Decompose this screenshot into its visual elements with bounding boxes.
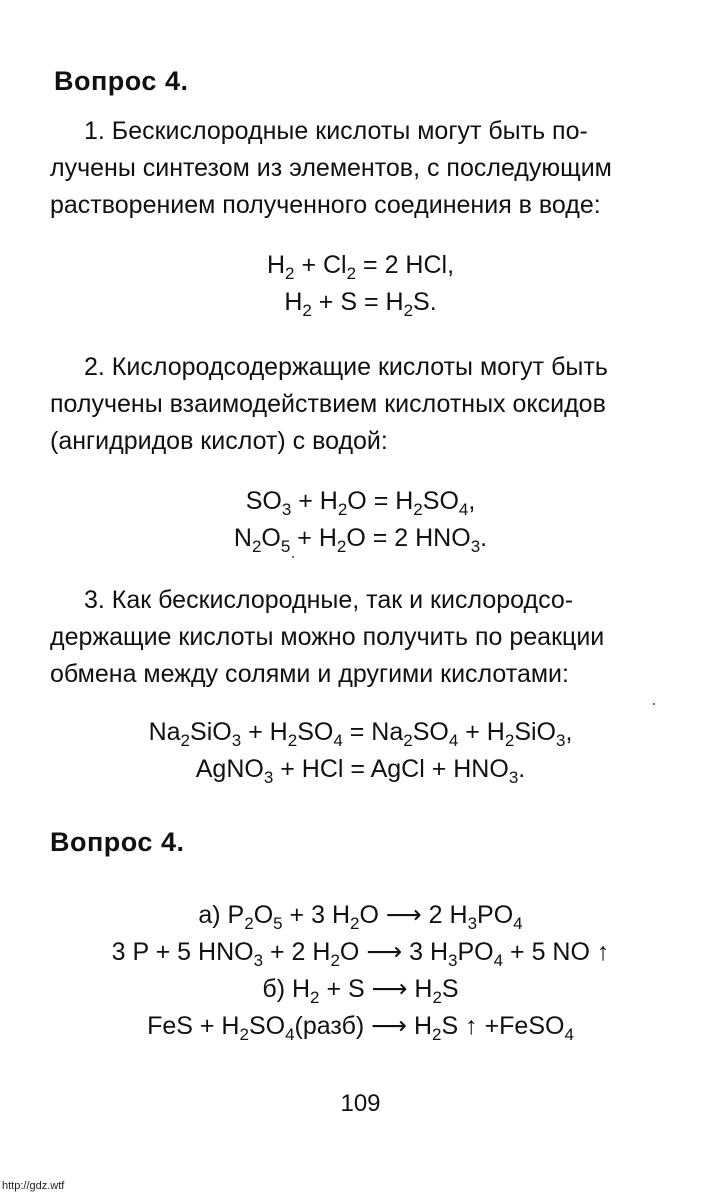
equation-text: + 5 NO ↑ <box>503 938 610 966</box>
equation-text: + S ⟶ H <box>319 975 433 1003</box>
equations-block-1 <box>0 247 721 321</box>
equation <box>0 284 721 321</box>
paragraph-line: 1. Бескислородные кислоты могут быть по- <box>84 117 588 145</box>
paragraph-line: растворением полученного соединения в воде: <box>50 191 601 219</box>
equation-text: 3 P + 5 HNO <box>111 938 254 966</box>
paragraph-line: получены взаимодействием кислотных оксидов <box>50 390 606 418</box>
equation-text: + S = H <box>311 288 404 316</box>
subscript: 3 <box>263 768 274 787</box>
equations-block-3 <box>0 714 721 788</box>
equation-text: SO <box>248 1012 286 1040</box>
equation <box>0 1008 721 1045</box>
subscript: 4 <box>285 1025 295 1044</box>
equation-text: O <box>253 901 274 929</box>
equation-text: H <box>266 251 286 279</box>
equation-text: + H <box>290 524 337 552</box>
page-number: 109 <box>340 1090 381 1117</box>
paragraph-line: держащие кислоты можно получить по реакции <box>50 623 605 651</box>
paragraph-2 <box>50 349 668 460</box>
subscript: 3 <box>281 500 292 519</box>
paragraph-3 <box>50 582 668 693</box>
paragraph-line: (ангидридов кислот) с водой: <box>50 427 388 455</box>
heading-question-4-second: Вопрос 4. <box>50 827 185 857</box>
equation-text: SiO <box>514 718 556 746</box>
equation <box>0 971 721 1008</box>
subscript: 4 <box>458 500 469 519</box>
equation <box>0 483 721 520</box>
equation-text: O ⟶ 3 H <box>339 938 449 966</box>
subscript: 3 <box>556 731 566 750</box>
equation-text: PO <box>457 938 494 966</box>
equation-text: FeS + H <box>147 1012 240 1040</box>
subscript: 2 <box>285 264 295 283</box>
subscript: 2 <box>302 301 312 320</box>
subscript: 4 <box>513 914 523 933</box>
equation-text: + HCl = AgCl + HNO <box>273 755 509 783</box>
equation <box>0 751 721 788</box>
subscript: 2 <box>330 951 340 970</box>
subscript: 2 <box>432 1025 442 1044</box>
equation <box>0 247 721 284</box>
equation-text: , <box>565 718 573 746</box>
equation-text: Na <box>148 718 181 746</box>
equation-text: + Cl <box>294 251 347 279</box>
subscript: 4 <box>448 731 459 750</box>
subscript: 3 <box>231 731 242 750</box>
equation-text: б) H <box>262 975 311 1003</box>
equation-text: + 2 H <box>263 938 331 966</box>
equation-text: + H <box>241 718 288 746</box>
subscript: 2 <box>239 1025 249 1044</box>
subscript: 3 <box>253 951 264 970</box>
equation-text: S <box>441 975 459 1003</box>
footer-link[interactable]: http://gdz.wtf <box>2 1180 65 1192</box>
subscript: 5 <box>280 537 291 556</box>
subscript: 2 <box>337 500 348 519</box>
equation-text: + H <box>458 718 505 746</box>
equation-text: SiO <box>190 718 232 746</box>
equation-text: = Na <box>342 718 404 746</box>
equation-text: O <box>261 524 281 552</box>
subscript: 2 <box>310 988 320 1007</box>
equation-text: N <box>233 524 252 552</box>
subscript: 2 <box>350 914 360 933</box>
subscript: 3 <box>448 951 458 970</box>
equation-text: + 3 H <box>282 901 351 929</box>
equations-block-4 <box>0 897 721 1045</box>
subscript: 2 <box>336 537 347 556</box>
equation <box>0 520 721 557</box>
equation <box>0 897 721 934</box>
subscript: 5 <box>273 914 283 933</box>
equation-text: (разб) ⟶ H <box>294 1012 433 1040</box>
equation <box>0 714 721 751</box>
paragraph-line: лучены синтезом из элементов, с последующим <box>50 154 612 182</box>
equation-text: AgNO <box>195 755 264 783</box>
subscript: 3 <box>470 537 481 556</box>
equation-text: PO <box>477 901 514 929</box>
subscript: 3 <box>467 914 478 933</box>
heading-question-4: Вопрос 4. <box>54 66 189 96</box>
equation-text: S ↑ +FeSO <box>441 1012 565 1040</box>
paragraph-1 <box>50 113 668 224</box>
subscript: 2 <box>346 264 357 283</box>
paragraph-line: 3. Как бескислородные, так и кислородсо- <box>84 586 574 614</box>
equation-text: + H <box>291 487 338 515</box>
equation-text: S. <box>413 288 437 316</box>
paragraph-line: 2. Кислородсодержащие кислоты могут быть <box>84 353 608 381</box>
equation-text: SO <box>245 487 282 515</box>
equation-text: SO <box>297 718 334 746</box>
subscript: 2 <box>251 537 262 556</box>
subscript: 4 <box>333 731 343 750</box>
equation-text: . <box>518 755 526 783</box>
equation-text: O ⟶ 2 H <box>359 901 468 929</box>
subscript: 2 <box>403 731 413 750</box>
subscript: 2 <box>180 731 191 750</box>
print-speck <box>653 703 655 705</box>
subscript: 2 <box>287 731 298 750</box>
subscript: 2 <box>403 301 414 320</box>
equation-text: а) P <box>198 901 245 929</box>
print-speck <box>292 556 294 558</box>
subscript: 3 <box>508 768 519 787</box>
subscript: 2 <box>413 500 423 519</box>
equation-text: SO <box>412 718 449 746</box>
subscript: 2 <box>244 914 254 933</box>
equation-text: O = H <box>347 487 414 515</box>
equation <box>0 934 721 971</box>
subscript: 2 <box>432 988 442 1007</box>
equation-text: O = 2 HNO <box>346 524 471 552</box>
equations-block-2 <box>0 483 721 557</box>
equation-text: = 2 HCl, <box>356 251 455 279</box>
subscript: 2 <box>504 731 515 750</box>
paragraph-line: обмена между солями и другими кислотами: <box>50 660 569 688</box>
equation-text: H <box>284 288 303 316</box>
equation-text: , <box>468 487 476 515</box>
equation-text: SO <box>422 487 459 515</box>
equation-text: . <box>480 524 488 552</box>
subscript: 4 <box>493 951 504 970</box>
subscript: 4 <box>564 1025 574 1044</box>
